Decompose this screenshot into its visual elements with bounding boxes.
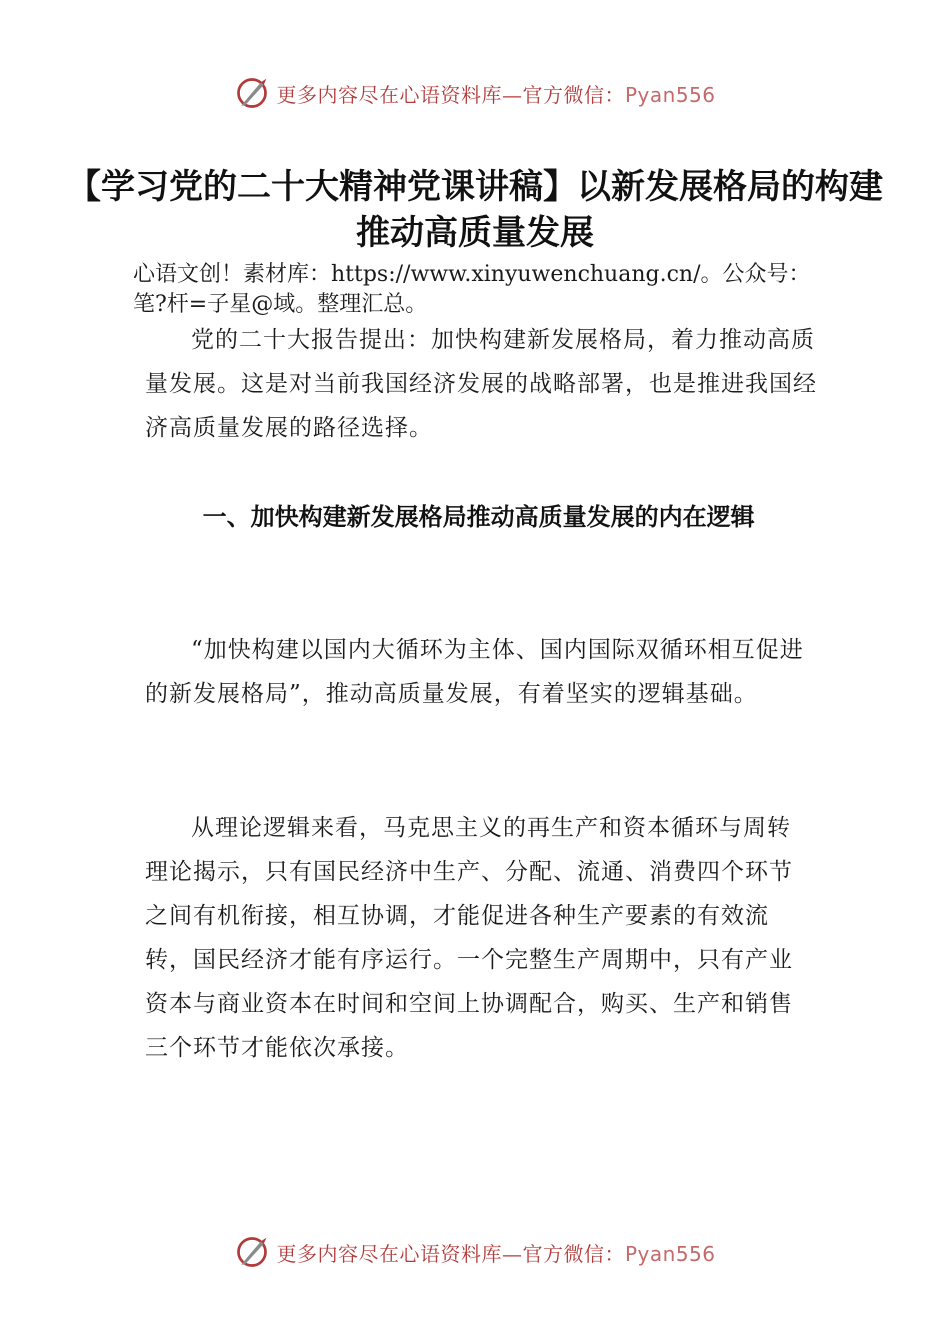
header-banner: [0, 73, 950, 113]
footer-banner: [0, 1232, 950, 1272]
wechat-id: Pyan556: [624, 1241, 716, 1266]
banner-text: 更多内容尽在心语资料库—官方微信：Pyan556: [276, 82, 716, 107]
paragraph-logic-basis: “加快构建以国内大循环为主体、国内国际双循环相互促进的新发展格局”，推动高质量发展，有着坚实的逻辑基础。: [145, 637, 804, 707]
paragraph-intro: 党的二十大报告提出：加快构建新发展格局，着力推动高质量发展。这是对当前我国经济发展的战略部署，也是推进我国经济高质量发展的路径选择。: [145, 327, 817, 441]
source-line: 心语文创！素材库：https://www.xinyuwenchuang.cn/。公众号：笔?杆=子星@域。整理汇总。: [133, 262, 811, 317]
section-heading: 一、加快构建新发展格局推动高质量发展的内在逻辑: [202, 503, 755, 531]
pen-feather-logo-icon: [234, 75, 270, 111]
document-title: 【学习党的二十大精神党课讲稿】以新发展格局的构建推动高质量发展: [67, 167, 883, 253]
pen-feather-logo-icon: [234, 1234, 270, 1270]
banner-text: 更多内容尽在心语资料库—官方微信：Pyan556: [276, 1241, 716, 1266]
wechat-id: Pyan556: [624, 82, 716, 107]
paragraph-theory-logic: 从理论逻辑来看，马克思主义的再生产和资本循环与周转理论揭示，只有国民经济中生产、分配、流通、消费四个环节之间有机衔接，相互协调，才能促进各种生产要素的有效流转，国民经济才能有序运行。一个完整生产周期中，只有产业资本与商业资本在时间和空间上协调配合，购买、生产和销售三个环节才能依次承接。: [145, 815, 793, 1061]
